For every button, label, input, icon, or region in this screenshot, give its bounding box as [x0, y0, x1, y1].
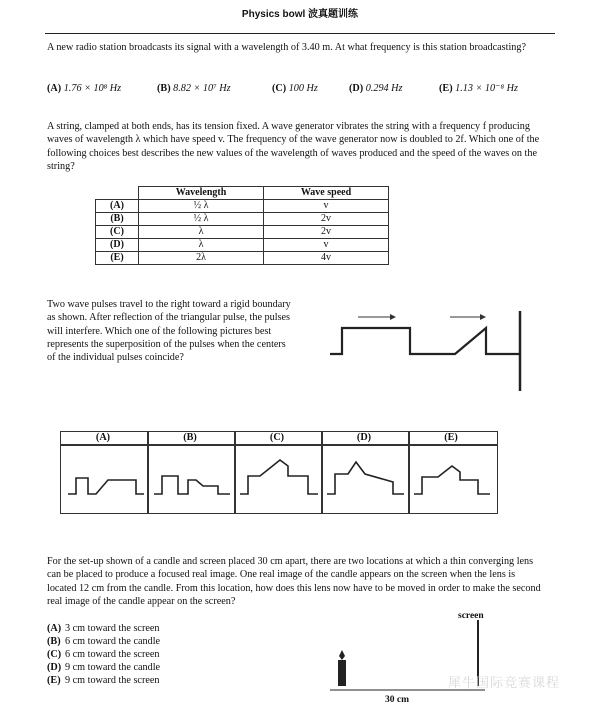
q4-choice-b[interactable]: (B) 6 cm toward the candle — [47, 636, 161, 647]
q1-choice-c[interactable]: (C) 100 Hz — [272, 83, 318, 94]
option-d-label: (D) — [356, 432, 372, 443]
option-a-waveform — [68, 478, 144, 494]
question-2-text: A string, clamped at both ends, has its tension fixed. A wave generator vibrates the string with a frequency f producing waves of wavelength λ which have speed v. The frequency of the wave generator now is doubled to 2f. Which one of the following choices best describes the new values of the wavelength of waves produced and the speed of the waves on the string? — [47, 121, 540, 172]
q1-choice-b[interactable]: (B) 8.82 × 10⁷ Hz — [157, 83, 231, 94]
watermark: 犀牛国际竞赛课程 — [448, 676, 561, 691]
option-a-label: (A) — [95, 432, 111, 443]
question-3-text: Two wave pulses travel to the right toward a rigid boundary as shown. After reflection of the triangular pulse, the pulses will interfere. Which one of the following pictures best represents the superposition of the pulses when the centers of the individual pulses coincide? — [47, 299, 291, 363]
option-b-label: (B) — [183, 432, 197, 443]
q1-choice-a[interactable]: (A) 1.76 × 10⁸ Hz — [47, 83, 122, 94]
option-b-waveform — [154, 476, 230, 494]
q1-choice-d[interactable]: (D) 0.294 Hz — [349, 83, 403, 94]
table-row[interactable]: (E) 2λ 4v — [96, 252, 389, 265]
table-row[interactable]: (B) ½ λ 2v — [96, 213, 389, 226]
question-4-text: For the set-up shown of a candle and screen placed 30 cm apart, there are two locations at which a thin converging lens can be placed to produce a focused real image. One real image of the candle appears on the screen when the lens is located 12 cm from the candle. From this location, how does this lens now have to be moved in order to make the second real image of the candle appear on the screen? — [47, 556, 541, 607]
table-row[interactable]: (D) λ v — [96, 239, 389, 252]
arrow-head-icon — [390, 314, 396, 320]
col-wave-speed: Wave speed — [264, 187, 389, 200]
table-row[interactable]: (A) ½ λ v — [96, 200, 389, 213]
option-e-label: (E) — [444, 432, 458, 443]
q4-choice-d[interactable]: (D) 9 cm toward the candle — [47, 662, 161, 673]
q4-choice-e[interactable]: (E) 9 cm toward the screen — [47, 675, 160, 686]
question-1-text: A new radio station broadcasts its signal with a wavelength of 3.40 m. At what frequency is this station broadcasting? — [47, 42, 526, 53]
table-row[interactable]: (C) λ 2v — [96, 226, 389, 239]
pulse-waveform — [330, 328, 520, 354]
option-d-waveform — [327, 462, 404, 494]
distance-label: 30 cm — [385, 695, 410, 705]
q4-choice-a[interactable]: (A) 3 cm toward the screen — [47, 623, 160, 634]
question-2-table — [95, 186, 389, 265]
header-rule — [45, 33, 555, 34]
option-c-label: (C) — [269, 432, 285, 443]
arrow-head-icon — [480, 314, 486, 320]
option-waveforms — [60, 444, 496, 512]
question-1-choices — [0, 82, 600, 96]
candle-icon — [338, 660, 346, 686]
q1-choice-e[interactable]: (E) 1.13 × 10⁻⁸ Hz — [439, 83, 518, 94]
pulse-diagram — [330, 303, 540, 393]
screen-label: screen — [458, 611, 484, 621]
col-wavelength: Wavelength — [139, 187, 264, 200]
q4-choice-c[interactable]: (C) 6 cm toward the screen — [47, 649, 160, 660]
page-header: Physics bowl 波真题训练 — [241, 9, 359, 20]
flame-icon — [339, 650, 345, 660]
option-c-waveform — [240, 460, 318, 494]
option-e-waveform — [414, 466, 490, 494]
